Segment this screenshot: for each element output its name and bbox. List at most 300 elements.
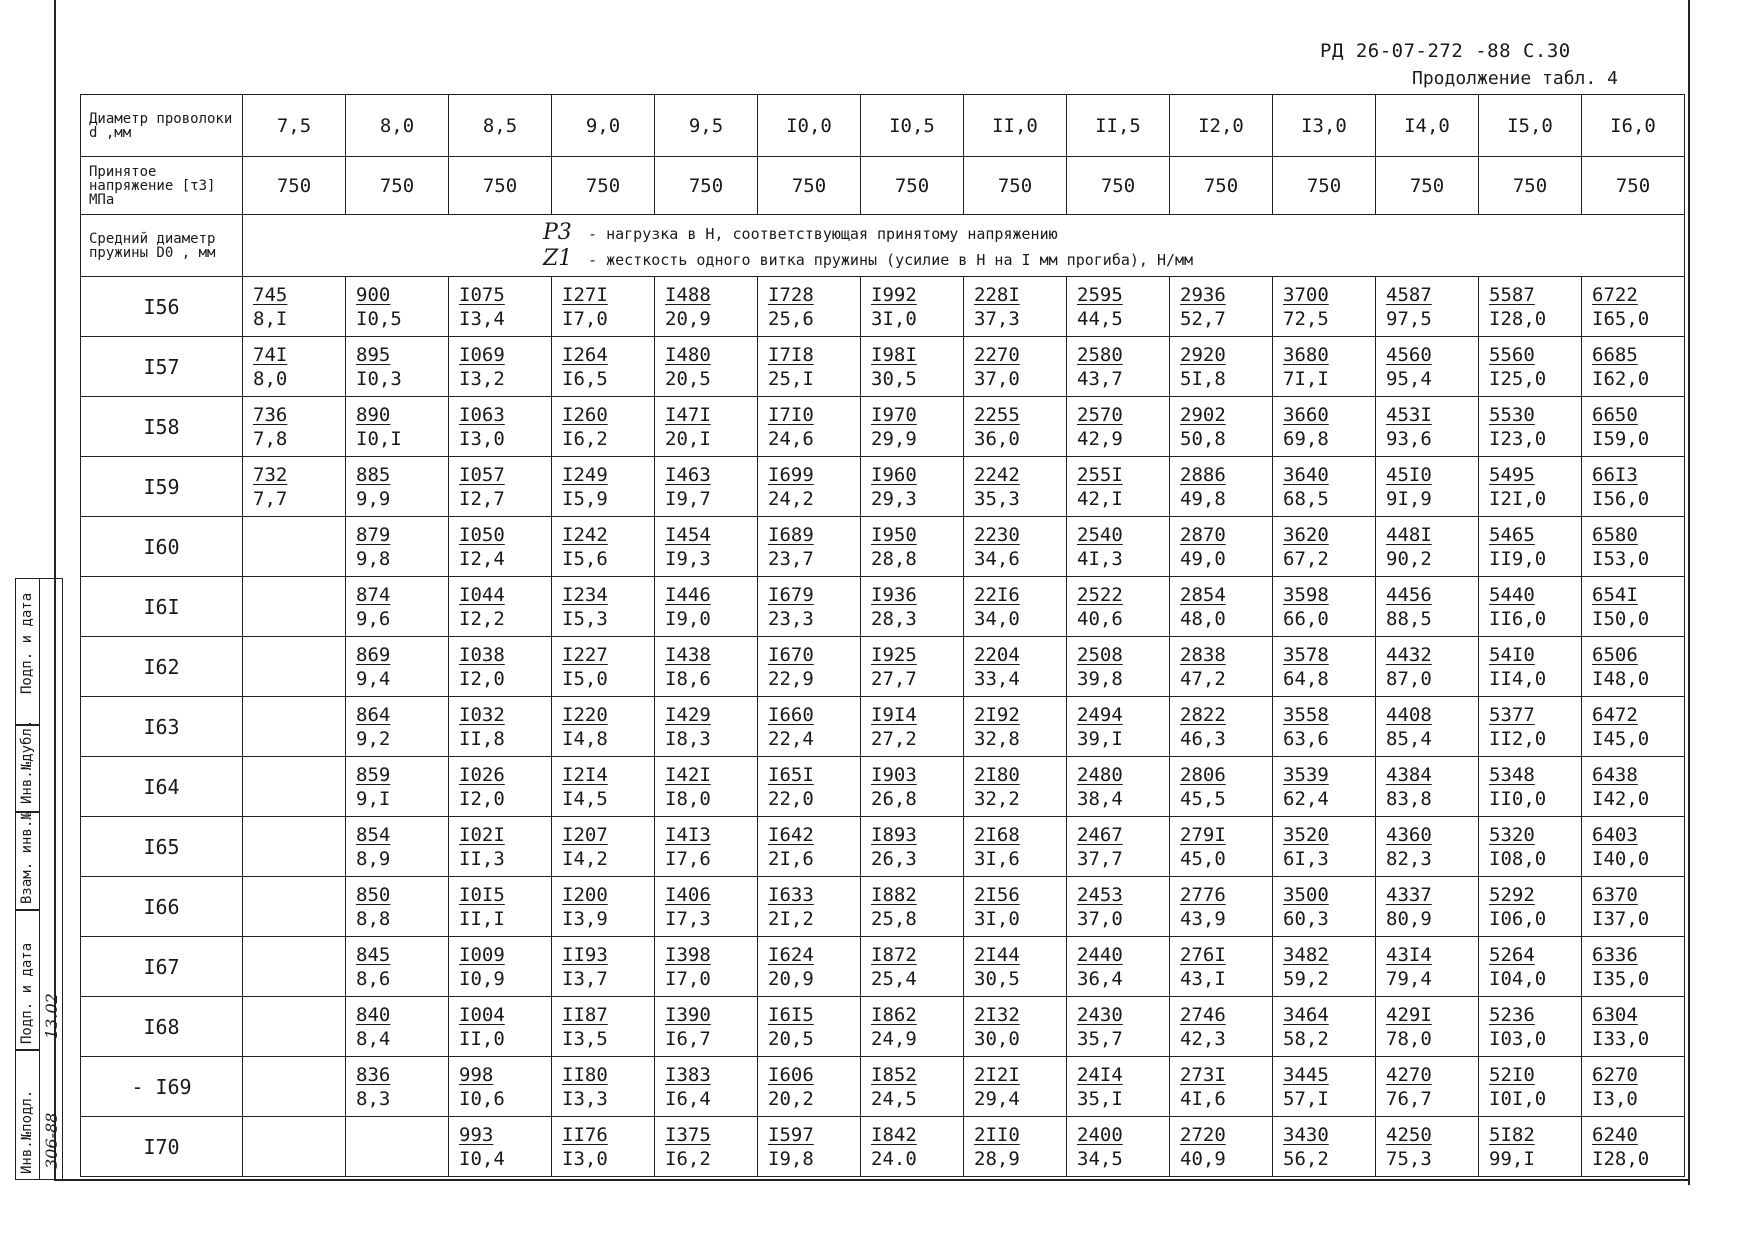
- load-value: I463: [665, 463, 711, 486]
- load-value: II93: [562, 943, 608, 966]
- data-cell: [243, 1057, 346, 1117]
- stiffness-value: I0,5: [356, 307, 402, 330]
- stiffness-value: 52,7: [1180, 307, 1226, 330]
- load-value: 3680: [1283, 343, 1329, 366]
- load-value: I0I5: [459, 883, 505, 906]
- data-cell: [964, 637, 1067, 697]
- data-cell: [1376, 997, 1479, 1057]
- load-value: 2204: [974, 643, 1020, 666]
- load-value: 4587: [1386, 283, 1432, 306]
- load-value: 2580: [1077, 343, 1123, 366]
- load-value: 836: [356, 1063, 391, 1086]
- data-cell: [1067, 1057, 1170, 1117]
- load-value: 3578: [1283, 643, 1329, 666]
- diameter-value: I0,0: [758, 95, 861, 157]
- stiffness-value: 20,2: [768, 1087, 814, 1110]
- load-value: 45I0: [1386, 463, 1432, 486]
- stiffness-value: 40,6: [1077, 607, 1123, 630]
- stiffness-value: 25,6: [768, 307, 814, 330]
- stiffness-value: I9,0: [665, 607, 711, 630]
- stress-value: 750: [861, 157, 964, 215]
- load-value: 5292: [1489, 883, 1535, 906]
- stiffness-value: I42,0: [1592, 787, 1650, 810]
- data-cell: [1479, 277, 1582, 337]
- data-cell: [1170, 997, 1273, 1057]
- load-value: 6336: [1592, 943, 1638, 966]
- stress-value: 750: [243, 157, 346, 215]
- data-cell: [243, 277, 346, 337]
- load-value: 2806: [1180, 763, 1226, 786]
- stiffness-value: 47,2: [1180, 667, 1226, 690]
- diameter-value: 8,0: [346, 95, 449, 157]
- load-value: 2522: [1077, 583, 1123, 606]
- data-cell: [1376, 817, 1479, 877]
- data-cell: [1376, 517, 1479, 577]
- load-value: 3445: [1283, 1063, 1329, 1086]
- legend-row: [81, 215, 1685, 277]
- load-value: 4408: [1386, 703, 1432, 726]
- load-value: I038: [459, 643, 505, 666]
- stiffness-description: - жесткость одного витка пружины (усилие в Н на I мм прогиба), Н/мм: [588, 250, 1194, 269]
- load-value: 5348: [1489, 763, 1535, 786]
- load-value: 24I4: [1077, 1063, 1123, 1086]
- data-cell: [243, 337, 346, 397]
- data-cell: [758, 997, 861, 1057]
- stiffness-value: II0,0: [1489, 787, 1547, 810]
- stiffness-value: II,I: [459, 907, 505, 930]
- stiffness-value: 30,5: [974, 967, 1020, 990]
- data-cell: [552, 577, 655, 637]
- load-value: 890: [356, 403, 391, 426]
- stiffness-value: 25,4: [871, 967, 917, 990]
- data-cell: [1067, 1117, 1170, 1177]
- data-cell: [861, 397, 964, 457]
- data-cell: [1067, 937, 1170, 997]
- stiffness-value: 3I,0: [974, 907, 1020, 930]
- load-value: 654I: [1592, 583, 1638, 606]
- stiffness-value: 88,5: [1386, 607, 1432, 630]
- data-cell: [1582, 697, 1685, 757]
- data-cell: [655, 277, 758, 337]
- load-value: 736: [253, 403, 288, 426]
- stamp-separator: [16, 909, 39, 911]
- stress-value: 750: [552, 157, 655, 215]
- data-cell: [758, 757, 861, 817]
- data-cell: [964, 577, 1067, 637]
- data-cell: [964, 757, 1067, 817]
- stiffness-value: 83,8: [1386, 787, 1432, 810]
- data-cell: [1376, 877, 1479, 937]
- table-row: [81, 877, 1685, 937]
- stiffness-value: 36,4: [1077, 967, 1123, 990]
- load-value: I264: [562, 343, 608, 366]
- data-cell: [655, 337, 758, 397]
- data-cell: [655, 457, 758, 517]
- stiffness-value: I45,0: [1592, 727, 1650, 750]
- load-value: 840: [356, 1003, 391, 1026]
- stamp-separator: [16, 1049, 39, 1051]
- stiffness-value: I7,0: [665, 967, 711, 990]
- stiffness-value: 46,3: [1180, 727, 1226, 750]
- diameter-value: 8,5: [449, 95, 552, 157]
- load-value: 745: [253, 283, 288, 306]
- stiffness-value: 29,9: [871, 427, 917, 450]
- data-cell: [1067, 697, 1170, 757]
- load-value: 2453: [1077, 883, 1123, 906]
- load-value: I398: [665, 943, 711, 966]
- load-value: 854: [356, 823, 391, 846]
- load-value: 2540: [1077, 523, 1123, 546]
- stiffness-value: 8,3: [356, 1087, 391, 1110]
- stiffness-value: 27,7: [871, 667, 917, 690]
- data-cell: [964, 817, 1067, 877]
- stiffness-value: I28,0: [1592, 1147, 1650, 1170]
- load-value: I207: [562, 823, 608, 846]
- load-value: I624: [768, 943, 814, 966]
- load-value: 5236: [1489, 1003, 1535, 1026]
- data-cell: [1376, 457, 1479, 517]
- load-value: 4432: [1386, 643, 1432, 666]
- data-cell: [1376, 637, 1479, 697]
- data-cell: [346, 997, 449, 1057]
- stamp-handwritten-date: 13.02: [42, 993, 61, 1039]
- load-value: I27I: [562, 283, 608, 306]
- load-value: I200: [562, 883, 608, 906]
- load-value: 993: [459, 1123, 494, 1146]
- stiffness-value: 9I,9: [1386, 487, 1432, 510]
- stiffness-value: 37,3: [974, 307, 1020, 330]
- stiffness-value: II,0: [459, 1027, 505, 1050]
- load-value: 255I: [1077, 463, 1123, 486]
- stiffness-value: I4,5: [562, 787, 608, 810]
- stiffness-value: 8,8: [356, 907, 391, 930]
- data-cell: [861, 757, 964, 817]
- load-value: 6650: [1592, 403, 1638, 426]
- load-value: 3430: [1283, 1123, 1329, 1146]
- data-cell: [552, 277, 655, 337]
- data-cell: [1479, 1057, 1582, 1117]
- data-cell: [1067, 397, 1170, 457]
- stiffness-value: 36,0: [974, 427, 1020, 450]
- stiffness-value: I5,9: [562, 487, 608, 510]
- data-cell: [1170, 397, 1273, 457]
- stiffness-value: 2I,2: [768, 907, 814, 930]
- data-cell: [861, 517, 964, 577]
- diameter-label: Диаметр проволоки d ,мм: [81, 95, 243, 157]
- load-value: 2242: [974, 463, 1020, 486]
- data-cell: [1376, 397, 1479, 457]
- stiffness-value: 90,2: [1386, 547, 1432, 570]
- load-value: 874: [356, 583, 391, 606]
- load-value: 900: [356, 283, 391, 306]
- stiffness-value: 34,5: [1077, 1147, 1123, 1170]
- data-cell: [861, 817, 964, 877]
- stiffness-value: I6,2: [665, 1147, 711, 1170]
- stress-value: 750: [346, 157, 449, 215]
- data-cell: [449, 397, 552, 457]
- stiffness-value: 43,9: [1180, 907, 1226, 930]
- load-value: 2776: [1180, 883, 1226, 906]
- load-value: I903: [871, 763, 917, 786]
- load-value: I679: [768, 583, 814, 606]
- data-cell: [1170, 697, 1273, 757]
- stiffness-value: 37,7: [1077, 847, 1123, 870]
- data-cell: [1376, 757, 1479, 817]
- load-value: 6580: [1592, 523, 1638, 546]
- stiffness-value: 23,7: [768, 547, 814, 570]
- data-cell: [1582, 457, 1685, 517]
- load-value: 2I80: [974, 763, 1020, 786]
- stiffness-value: 35,7: [1077, 1027, 1123, 1050]
- stiffness-value: I9,3: [665, 547, 711, 570]
- stiffness-value: 72,5: [1283, 307, 1329, 330]
- data-cell: [1479, 997, 1582, 1057]
- load-value: I057: [459, 463, 505, 486]
- stiffness-value: 7,8: [253, 427, 288, 450]
- stiffness-value: 23,3: [768, 607, 814, 630]
- load-value: 2467: [1077, 823, 1123, 846]
- load-value: I069: [459, 343, 505, 366]
- stiffness-value: 34,6: [974, 547, 1020, 570]
- load-value: 5377: [1489, 703, 1535, 726]
- data-cell: [1170, 277, 1273, 337]
- stiffness-value: I28,0: [1489, 307, 1547, 330]
- load-value: 2870: [1180, 523, 1226, 546]
- stiffness-value: 24,5: [871, 1087, 917, 1110]
- load-value: 2595: [1077, 283, 1123, 306]
- load-value: 2I68: [974, 823, 1020, 846]
- load-value: I633: [768, 883, 814, 906]
- data-cell: [1170, 817, 1273, 877]
- load-value: 3558: [1283, 703, 1329, 726]
- load-value: 6304: [1592, 1003, 1638, 1026]
- data-cell: [1582, 637, 1685, 697]
- stiffness-value: I62,0: [1592, 367, 1650, 390]
- data-cell: [1376, 937, 1479, 997]
- data-cell: [964, 1057, 1067, 1117]
- stiffness-value: 8,6: [356, 967, 391, 990]
- stiffness-value: II4,0: [1489, 667, 1547, 690]
- load-value: I7I8: [768, 343, 814, 366]
- data-cell: [1582, 1117, 1685, 1177]
- table-row: [81, 697, 1685, 757]
- load-value: I950: [871, 523, 917, 546]
- stiffness-value: I35,0: [1592, 967, 1650, 990]
- load-value: 2886: [1180, 463, 1226, 486]
- stiffness-value: I2,0: [459, 667, 505, 690]
- stiffness-value: I5,6: [562, 547, 608, 570]
- stiffness-value: 93,6: [1386, 427, 1432, 450]
- load-value: I970: [871, 403, 917, 426]
- stiffness-value: I8,6: [665, 667, 711, 690]
- stiffness-value: 9,9: [356, 487, 391, 510]
- data-cell: [1273, 757, 1376, 817]
- data-cell: [758, 337, 861, 397]
- diameter-value: I6,0: [1582, 95, 1685, 157]
- data-cell: [1582, 397, 1685, 457]
- data-cell: [1273, 397, 1376, 457]
- mean-diameter-value: I70: [81, 1117, 243, 1177]
- load-value: I249: [562, 463, 608, 486]
- table-row: [81, 577, 1685, 637]
- load-value: 5587: [1489, 283, 1535, 306]
- load-value: 885: [356, 463, 391, 486]
- stiffness-value: 8,0: [253, 367, 288, 390]
- stiffness-value: 42,3: [1180, 1027, 1226, 1050]
- table-row: [81, 1117, 1685, 1177]
- data-cell: [1479, 877, 1582, 937]
- mean-diameter-value: I65: [81, 817, 243, 877]
- load-value: 2936: [1180, 283, 1226, 306]
- load-value: 2I32: [974, 1003, 1020, 1026]
- stiffness-value: 95,4: [1386, 367, 1432, 390]
- diameter-value: 9,5: [655, 95, 758, 157]
- stiffness-value: 49,8: [1180, 487, 1226, 510]
- data-cell: [552, 697, 655, 757]
- load-value: 2440: [1077, 943, 1123, 966]
- data-cell: [655, 637, 758, 697]
- stiffness-value: 97,5: [1386, 307, 1432, 330]
- load-value: I4I3: [665, 823, 711, 846]
- data-cell: [1273, 877, 1376, 937]
- data-cell: [1273, 997, 1376, 1057]
- load-value: I488: [665, 283, 711, 306]
- data-cell: [449, 1117, 552, 1177]
- load-value: 3700: [1283, 283, 1329, 306]
- load-value: 895: [356, 343, 391, 366]
- load-value: II80: [562, 1063, 608, 1086]
- table-row: [81, 937, 1685, 997]
- stiffness-value: 63,6: [1283, 727, 1329, 750]
- load-value: I42I: [665, 763, 711, 786]
- data-cell: [655, 577, 758, 637]
- stiffness-value: 9,4: [356, 667, 391, 690]
- stiffness-value: 20,5: [768, 1027, 814, 1050]
- data-cell: [449, 277, 552, 337]
- data-cell: [1170, 877, 1273, 937]
- load-value: 6438: [1592, 763, 1638, 786]
- stiffness-value: 43,7: [1077, 367, 1123, 390]
- data-cell: [346, 397, 449, 457]
- data-cell: [1273, 937, 1376, 997]
- stiffness-value: 28,8: [871, 547, 917, 570]
- stiffness-value: 59,2: [1283, 967, 1329, 990]
- data-cell: [243, 757, 346, 817]
- legend-stiffness-line: [543, 246, 1684, 272]
- load-value: I660: [768, 703, 814, 726]
- data-cell: [552, 637, 655, 697]
- legend-load-line: [543, 220, 1684, 246]
- stiffness-value: 26,8: [871, 787, 917, 810]
- load-value: 2400: [1077, 1123, 1123, 1146]
- stiffness-value: 42,9: [1077, 427, 1123, 450]
- load-value: I429: [665, 703, 711, 726]
- load-value: 52I0: [1489, 1063, 1535, 1086]
- load-value: I446: [665, 583, 711, 606]
- load-value: I936: [871, 583, 917, 606]
- data-cell: [1170, 457, 1273, 517]
- mean-diameter-value: I6I: [81, 577, 243, 637]
- data-cell: [861, 457, 964, 517]
- table-row: [81, 337, 1685, 397]
- load-value: I960: [871, 463, 917, 486]
- data-cell: [1067, 517, 1170, 577]
- load-value: 869: [356, 643, 391, 666]
- data-cell: [449, 757, 552, 817]
- load-value: I227: [562, 643, 608, 666]
- data-cell: [1582, 1057, 1685, 1117]
- data-cell: [1170, 1057, 1273, 1117]
- load-value: 3640: [1283, 463, 1329, 486]
- data-cell: [758, 277, 861, 337]
- data-cell: [861, 337, 964, 397]
- data-cell: [1273, 577, 1376, 637]
- stiffness-value: I3,0: [459, 427, 505, 450]
- data-cell: [1170, 1117, 1273, 1177]
- stress-value: 750: [1376, 157, 1479, 215]
- load-value: 2920: [1180, 343, 1226, 366]
- load-value: I009: [459, 943, 505, 966]
- load-value: I480: [665, 343, 711, 366]
- stiffness-value: 8,4: [356, 1027, 391, 1050]
- load-value: 2720: [1180, 1123, 1226, 1146]
- stiffness-value: I33,0: [1592, 1027, 1650, 1050]
- stiffness-value: I65,0: [1592, 307, 1650, 330]
- stiffness-value: I06,0: [1489, 907, 1547, 930]
- data-cell: [552, 757, 655, 817]
- data-cell: [655, 937, 758, 997]
- stiffness-value: I6,5: [562, 367, 608, 390]
- stiffness-value: I50,0: [1592, 607, 1650, 630]
- stiffness-value: 22,9: [768, 667, 814, 690]
- load-value: 273I: [1180, 1063, 1226, 1086]
- data-cell: [552, 877, 655, 937]
- load-value: I893: [871, 823, 917, 846]
- stress-value: 750: [1479, 157, 1582, 215]
- load-value: 879: [356, 523, 391, 546]
- stiffness-value: I7,6: [665, 847, 711, 870]
- load-value: I406: [665, 883, 711, 906]
- stiffness-value: I53,0: [1592, 547, 1650, 570]
- stamp-sign-date-label-2: Подп. и дата: [19, 942, 35, 1044]
- load-value: I862: [871, 1003, 917, 1026]
- load-value: I47I: [665, 403, 711, 426]
- stamp-sign-date-label: Подп. и дата: [19, 592, 35, 694]
- data-cell: [552, 937, 655, 997]
- stiffness-value: 42,I: [1077, 487, 1123, 510]
- stiffness-value: 27,2: [871, 727, 917, 750]
- data-cell: [552, 397, 655, 457]
- data-cell: [1170, 757, 1273, 817]
- data-cell: [964, 457, 1067, 517]
- load-value: 2230: [974, 523, 1020, 546]
- data-cell: [552, 337, 655, 397]
- stiffness-value: 60,3: [1283, 907, 1329, 930]
- data-cell: [758, 517, 861, 577]
- data-cell: [243, 877, 346, 937]
- load-value: I390: [665, 1003, 711, 1026]
- data-cell: [1582, 517, 1685, 577]
- stiffness-value: I3,5: [562, 1027, 608, 1050]
- load-value: 5I82: [1489, 1123, 1535, 1146]
- data-cell: [1273, 697, 1376, 757]
- stiffness-value: I8,0: [665, 787, 711, 810]
- stiffness-value: 48,0: [1180, 607, 1226, 630]
- data-cell: [449, 457, 552, 517]
- data-cell: [1067, 337, 1170, 397]
- stiffness-value: I56,0: [1592, 487, 1650, 510]
- load-value: 5320: [1489, 823, 1535, 846]
